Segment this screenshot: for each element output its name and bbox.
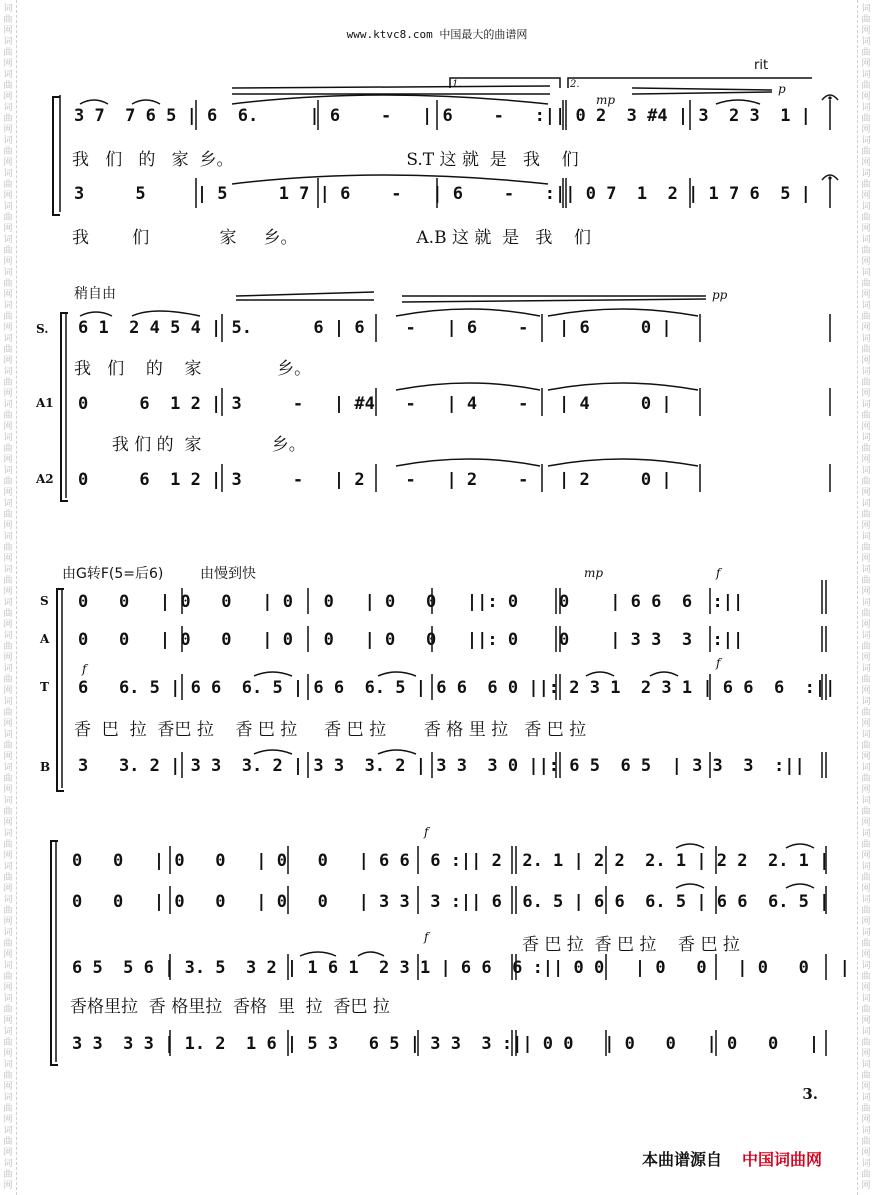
watermark-glyph: 词 bbox=[3, 169, 13, 179]
watermark-glyph: 曲 bbox=[3, 444, 13, 454]
page-number: 3. bbox=[802, 1085, 818, 1103]
watermark-glyph: 词 bbox=[3, 235, 13, 245]
watermark-glyph: 网 bbox=[3, 158, 13, 168]
system4-a-notes: 0 0 | 0 0 | 0 0 | 3 3 3 :|| 6 6. 5 | 6 6 6. 5 | 6 6 6. 5 | bbox=[72, 892, 830, 912]
watermark-glyph: 网 bbox=[3, 59, 13, 69]
watermark-glyph: 词 bbox=[861, 400, 871, 410]
watermark-glyph: 词 bbox=[3, 532, 13, 542]
watermark-glyph: 词 bbox=[861, 4, 871, 14]
watermark-glyph: 曲 bbox=[3, 1005, 13, 1015]
watermark-glyph: 曲 bbox=[861, 1005, 871, 1015]
system3-s-notes: 0 0 | 0 0 | 0 0 | 0 0 ||: 0 0 | 6 6 6 :|| bbox=[78, 592, 744, 612]
watermark-glyph: 网 bbox=[861, 1181, 871, 1191]
watermark-glyph: 网 bbox=[861, 884, 871, 894]
system2-a1-notes: 0 6 1 2 | 3 - | #4 - | 4 - | 4 0 | bbox=[78, 394, 672, 414]
watermark-glyph: 词 bbox=[861, 928, 871, 938]
watermark-glyph: 网 bbox=[861, 1148, 871, 1158]
watermark-glyph: 词 bbox=[861, 367, 871, 377]
watermark-glyph: 词 bbox=[861, 103, 871, 113]
watermark-glyph: 曲 bbox=[861, 1137, 871, 1147]
watermark-glyph: 曲 bbox=[861, 246, 871, 256]
watermark-glyph: 词 bbox=[861, 301, 871, 311]
part-label-t3: T bbox=[40, 680, 49, 694]
system1-upper-lyrics: 我 们 的 家 乡。 S.T 这 就 是 我 们 bbox=[72, 150, 579, 170]
watermark-glyph: 曲 bbox=[861, 510, 871, 520]
watermark-glyph: 网 bbox=[3, 818, 13, 828]
watermark-glyph: 网 bbox=[3, 125, 13, 135]
watermark-glyph: 词 bbox=[3, 466, 13, 476]
watermark-glyph: 曲 bbox=[861, 576, 871, 586]
watermark-glyph: 网 bbox=[3, 653, 13, 663]
watermark-glyph: 曲 bbox=[3, 609, 13, 619]
watermark-glyph: 词 bbox=[3, 301, 13, 311]
watermark-glyph: 词 bbox=[3, 1093, 13, 1103]
watermark-glyph: 网 bbox=[3, 1049, 13, 1059]
watermark-glyph: 网 bbox=[861, 917, 871, 927]
watermark-glyph: 词 bbox=[861, 829, 871, 839]
watermark-glyph: 曲 bbox=[861, 873, 871, 883]
watermark-glyph: 词 bbox=[861, 1126, 871, 1136]
watermark-glyph: 曲 bbox=[861, 180, 871, 190]
watermark-glyph: 曲 bbox=[861, 114, 871, 124]
watermark-glyph: 网 bbox=[861, 323, 871, 333]
watermark-glyph: 词 bbox=[3, 829, 13, 839]
watermark-glyph: 曲 bbox=[3, 741, 13, 751]
watermark-glyph: 词 bbox=[861, 697, 871, 707]
watermark-glyph: 网 bbox=[861, 224, 871, 234]
watermark-glyph: 网 bbox=[3, 356, 13, 366]
watermark-glyph: 词 bbox=[3, 895, 13, 905]
watermark-glyph: 曲 bbox=[3, 642, 13, 652]
watermark-glyph: 网 bbox=[3, 389, 13, 399]
watermark-glyph: 曲 bbox=[3, 873, 13, 883]
key-change: 由G转F(5=后6) bbox=[62, 566, 164, 582]
p-mark: p bbox=[778, 82, 786, 96]
watermark-glyph: 词 bbox=[861, 631, 871, 641]
system3-tempo: 由慢到快 bbox=[200, 566, 256, 582]
system4-brace bbox=[50, 840, 58, 1066]
watermark-glyph: 网 bbox=[3, 290, 13, 300]
watermark-glyph: 网 bbox=[861, 587, 871, 597]
watermark-glyph: 曲 bbox=[861, 1071, 871, 1081]
watermark-glyph: 词 bbox=[3, 1027, 13, 1037]
watermark-glyph: 曲 bbox=[861, 147, 871, 157]
watermark-glyph: 网 bbox=[861, 422, 871, 432]
system2-a2-notes: 0 6 1 2 | 3 - | 2 - | 2 - | 2 0 | bbox=[78, 470, 672, 490]
watermark-glyph: 网 bbox=[861, 356, 871, 366]
watermark-glyph: 网 bbox=[861, 125, 871, 135]
watermark-glyph: 网 bbox=[861, 191, 871, 201]
watermark-glyph: 网 bbox=[861, 785, 871, 795]
watermark-glyph: 曲 bbox=[861, 15, 871, 25]
watermark-glyph: 网 bbox=[861, 1016, 871, 1026]
watermark-glyph: 词 bbox=[3, 136, 13, 146]
watermark-glyph: 网 bbox=[3, 1115, 13, 1125]
system3-f-mark-2: f bbox=[82, 662, 87, 676]
watermark-glyph: 词 bbox=[861, 1093, 871, 1103]
watermark-glyph: 词 bbox=[3, 961, 13, 971]
mp-mark: mp bbox=[596, 93, 616, 107]
watermark-glyph: 网 bbox=[861, 1082, 871, 1092]
watermark-glyph: 曲 bbox=[861, 312, 871, 322]
watermark-glyph: 网 bbox=[3, 26, 13, 36]
watermark-glyph: 词 bbox=[861, 763, 871, 773]
system3-brace bbox=[56, 588, 64, 792]
system4-s-notes: 0 0 | 0 0 | 0 0 | 6 6 6 :|| 2 2. 1 | 2 2 2. 1 | 2 2 2. 1 | bbox=[72, 851, 830, 871]
watermark-glyph: 网 bbox=[3, 719, 13, 729]
watermark-glyph: 网 bbox=[3, 92, 13, 102]
watermark-glyph: 曲 bbox=[861, 279, 871, 289]
watermark-glyph: 词 bbox=[3, 499, 13, 509]
watermark-glyph: 网 bbox=[861, 92, 871, 102]
watermark-glyph: 词 bbox=[861, 565, 871, 575]
watermark-glyph: 网 bbox=[861, 620, 871, 630]
watermark-glyph: 曲 bbox=[3, 543, 13, 553]
watermark-glyph: 词 bbox=[3, 70, 13, 80]
watermark-glyph: 曲 bbox=[3, 1104, 13, 1114]
watermark-glyph: 网 bbox=[3, 488, 13, 498]
watermark-glyph: 曲 bbox=[3, 1038, 13, 1048]
watermark-glyph: 曲 bbox=[861, 1104, 871, 1114]
watermark-glyph: 曲 bbox=[3, 840, 13, 850]
watermark-glyph: 曲 bbox=[3, 510, 13, 520]
watermark-glyph: 曲 bbox=[861, 774, 871, 784]
volta-2-label: 2. bbox=[570, 79, 580, 90]
watermark-glyph: 网 bbox=[3, 257, 13, 267]
watermark-glyph: 词 bbox=[861, 895, 871, 905]
watermark-glyph: 词 bbox=[861, 334, 871, 344]
system4-upper-lyrics: 香 巴 拉 香 巴 拉 香 巴 拉 bbox=[522, 935, 740, 955]
watermark-glyph: 网 bbox=[861, 455, 871, 465]
system3-a-notes: 0 0 | 0 0 | 0 0 | 0 0 ||: 0 0 | 3 3 3 :|| bbox=[78, 630, 744, 650]
watermark-glyph: 网 bbox=[861, 1115, 871, 1125]
watermark-glyph: 词 bbox=[3, 598, 13, 608]
watermark-glyph: 网 bbox=[861, 653, 871, 663]
watermark-glyph: 曲 bbox=[3, 1170, 13, 1180]
watermark-glyph: 词 bbox=[861, 433, 871, 443]
watermark-glyph: 网 bbox=[861, 686, 871, 696]
watermark-glyph: 网 bbox=[3, 785, 13, 795]
system1-upper-notes: 3 7 7 6 5 | 6 6. | 6 - | 6 - :|| 0 2 3 #4 | 3 2 3 1 | bbox=[74, 106, 811, 126]
watermark-glyph: 词 bbox=[3, 862, 13, 872]
watermark-glyph: 网 bbox=[3, 851, 13, 861]
system1-lower-notes: 3 5 | 5 1 7 | 6 - | 6 - :|| 0 7 1 2 | 1 7 6 5 | bbox=[74, 184, 811, 204]
watermark-glyph: 曲 bbox=[3, 807, 13, 817]
rit-mark: rit bbox=[754, 58, 769, 73]
watermark-glyph: 曲 bbox=[3, 312, 13, 322]
system2-a1-lyrics: 我 们 的 家 乡。 bbox=[74, 435, 306, 455]
watermark-glyph: 词 bbox=[861, 70, 871, 80]
part-label-a3: A bbox=[40, 632, 50, 646]
watermark-glyph: 曲 bbox=[861, 708, 871, 718]
watermark-glyph: 曲 bbox=[3, 939, 13, 949]
watermark-glyph: 词 bbox=[3, 763, 13, 773]
watermark-glyph: 曲 bbox=[3, 15, 13, 25]
watermark-glyph: 曲 bbox=[861, 840, 871, 850]
watermark-glyph: 网 bbox=[3, 1148, 13, 1158]
watermark-glyph: 词 bbox=[3, 400, 13, 410]
watermark-glyph: 网 bbox=[3, 422, 13, 432]
watermark-glyph: 词 bbox=[861, 499, 871, 509]
part-label-a2: A2 bbox=[36, 472, 54, 486]
watermark-glyph: 曲 bbox=[861, 1170, 871, 1180]
system4-f-mark-2: f bbox=[424, 930, 429, 944]
watermark-glyph: 词 bbox=[3, 1126, 13, 1136]
system3-f-mark-3: f bbox=[716, 656, 721, 670]
watermark-glyph: 词 bbox=[3, 433, 13, 443]
watermark-glyph: 词 bbox=[3, 565, 13, 575]
watermark-glyph: 词 bbox=[3, 334, 13, 344]
watermark-glyph: 曲 bbox=[861, 543, 871, 553]
watermark-glyph: 词 bbox=[3, 37, 13, 47]
watermark-glyph: 网 bbox=[861, 851, 871, 861]
system4-t-notes: 6 5 5 6 | 3. 5 3 2 | 1 6 1 2 3 1 | 6 6 6 :|| 0 0 | 0 0 | 0 0 | bbox=[72, 958, 850, 978]
watermark-glyph: 曲 bbox=[861, 906, 871, 916]
watermark-glyph: 词 bbox=[3, 664, 13, 674]
part-label-a1: A1 bbox=[36, 396, 54, 410]
watermark-glyph: 词 bbox=[3, 928, 13, 938]
part-label-b3: B bbox=[40, 760, 51, 774]
watermark-glyph: 曲 bbox=[861, 939, 871, 949]
watermark-glyph: 网 bbox=[3, 521, 13, 531]
watermark-glyph: 网 bbox=[861, 950, 871, 960]
watermark-glyph: 词 bbox=[3, 631, 13, 641]
watermark-glyph: 词 bbox=[861, 730, 871, 740]
watermark-glyph: 词 bbox=[861, 532, 871, 542]
watermark-glyph: 曲 bbox=[3, 114, 13, 124]
watermark-glyph: 曲 bbox=[3, 378, 13, 388]
watermark-glyph: 网 bbox=[861, 983, 871, 993]
watermark-glyph: 网 bbox=[3, 224, 13, 234]
system4-b-notes: 3 3 3 3 | 1. 2 1 6 | 5 3 6 5 | 3 3 3 :|| 0 0 | 0 0 | 0 0 | bbox=[72, 1034, 820, 1054]
watermark-glyph: 曲 bbox=[3, 279, 13, 289]
system2-tempo: 稍自由 bbox=[74, 286, 116, 302]
watermark-glyph: 曲 bbox=[861, 444, 871, 454]
watermark-glyph: 词 bbox=[861, 169, 871, 179]
watermark-glyph: 词 bbox=[3, 202, 13, 212]
watermark-glyph: 曲 bbox=[861, 609, 871, 619]
watermark-glyph: 网 bbox=[3, 884, 13, 894]
watermark-glyph: 词 bbox=[861, 202, 871, 212]
watermark-glyph: 词 bbox=[861, 1027, 871, 1037]
watermark-glyph: 词 bbox=[861, 235, 871, 245]
part-label-s: S. bbox=[36, 322, 49, 336]
watermark-glyph: 曲 bbox=[3, 180, 13, 190]
volta-1-label: 1. bbox=[452, 79, 462, 90]
watermark-glyph: 网 bbox=[3, 917, 13, 927]
system2-brace bbox=[60, 312, 68, 502]
watermark-glyph: 网 bbox=[3, 620, 13, 630]
system3-t-notes: 6 6. 5 | 6 6 6. 5 | 6 6 6. 5 | 6 6 6 0 ||: 2 3 1 2 3 1 | 6 6 6 :|| bbox=[78, 678, 836, 698]
watermark-glyph: 曲 bbox=[3, 411, 13, 421]
system4-t-lyrics: 香格里拉 香 格里拉 香格 里 拉 香巴 拉 bbox=[70, 997, 390, 1017]
system4-f-mark-1: f bbox=[424, 825, 429, 839]
watermark-glyph: 曲 bbox=[3, 48, 13, 58]
watermark-glyph: 曲 bbox=[3, 774, 13, 784]
watermark-glyph: 词 bbox=[861, 598, 871, 608]
watermark-glyph: 曲 bbox=[861, 741, 871, 751]
watermark-glyph: 曲 bbox=[3, 906, 13, 916]
watermark-glyph: 网 bbox=[861, 719, 871, 729]
watermark-glyph: 曲 bbox=[861, 1038, 871, 1048]
watermark-glyph: 词 bbox=[861, 1159, 871, 1169]
system1-lower-lyrics: 我 们 家 乡。 A.B 这 就 是 我 们 bbox=[72, 228, 591, 248]
watermark-glyph: 词 bbox=[861, 37, 871, 47]
system3-mp-mark: mp bbox=[584, 566, 604, 580]
watermark-glyph: 网 bbox=[861, 257, 871, 267]
watermark-glyph: 曲 bbox=[3, 1137, 13, 1147]
watermark-glyph: 网 bbox=[861, 488, 871, 498]
watermark-glyph: 词 bbox=[3, 1060, 13, 1070]
watermark-glyph: 网 bbox=[3, 752, 13, 762]
watermark-glyph: 词 bbox=[3, 994, 13, 1004]
watermark-glyph: 曲 bbox=[861, 345, 871, 355]
watermark-glyph: 曲 bbox=[3, 675, 13, 685]
watermark-glyph: 曲 bbox=[861, 642, 871, 652]
watermark-glyph: 曲 bbox=[3, 1071, 13, 1081]
watermark-glyph: 词 bbox=[861, 268, 871, 278]
watermark-glyph: 词 bbox=[3, 730, 13, 740]
watermark-glyph: 曲 bbox=[3, 81, 13, 91]
watermark-glyph: 网 bbox=[861, 389, 871, 399]
watermark-glyph: 网 bbox=[861, 1049, 871, 1059]
site-header: www.ktvc8.com 中国最大的曲谱网 bbox=[346, 28, 528, 41]
watermark-glyph: 网 bbox=[861, 521, 871, 531]
watermark-glyph: 曲 bbox=[861, 972, 871, 982]
watermark-glyph: 词 bbox=[3, 697, 13, 707]
watermark-glyph: 网 bbox=[3, 1016, 13, 1026]
watermark-glyph: 曲 bbox=[3, 576, 13, 586]
watermark-glyph: 词 bbox=[861, 961, 871, 971]
watermark-glyph: 词 bbox=[861, 862, 871, 872]
system2-s-notes: 6 1 2 4 5 4 | 5. 6 | 6 - | 6 - | 6 0 | bbox=[78, 318, 672, 338]
source-site-link[interactable]: 中国词曲网 bbox=[742, 1150, 823, 1169]
system3-t-lyrics: 香 巴 拉 香巴 拉 香 巴 拉 香 巴 拉 香 格 里 拉 香 巴 拉 bbox=[74, 720, 587, 740]
watermark-glyph: 网 bbox=[3, 686, 13, 696]
watermark-glyph: 词 bbox=[861, 136, 871, 146]
watermark-glyph: 曲 bbox=[3, 972, 13, 982]
watermark-glyph: 网 bbox=[3, 554, 13, 564]
watermark-glyph: 词 bbox=[861, 664, 871, 674]
system3-b-notes: 3 3. 2 | 3 3 3. 2 | 3 3 3. 2 | 3 3 3 0 ||: 6 5 6 5 | 3 3 3 :|| bbox=[78, 756, 805, 776]
watermark-glyph: 网 bbox=[3, 323, 13, 333]
watermark-glyph: 曲 bbox=[861, 81, 871, 91]
watermark-glyph: 网 bbox=[861, 290, 871, 300]
watermark-glyph: 曲 bbox=[3, 477, 13, 487]
watermark-glyph: 词 bbox=[861, 1060, 871, 1070]
watermark-glyph: 网 bbox=[3, 455, 13, 465]
watermark-glyph: 曲 bbox=[861, 675, 871, 685]
watermark-glyph: 网 bbox=[861, 818, 871, 828]
watermark-glyph: 曲 bbox=[861, 378, 871, 388]
watermark-glyph: 曲 bbox=[861, 48, 871, 58]
watermark-glyph: 网 bbox=[861, 554, 871, 564]
watermark-glyph: 词 bbox=[861, 796, 871, 806]
system1-brace bbox=[52, 96, 60, 216]
watermark-glyph: 网 bbox=[861, 752, 871, 762]
watermark-glyph: 网 bbox=[3, 1181, 13, 1191]
pp-mark: pp bbox=[712, 288, 728, 302]
watermark-glyph: 网 bbox=[3, 191, 13, 201]
part-label-s3: S bbox=[40, 594, 49, 608]
watermark-glyph: 词 bbox=[3, 1159, 13, 1169]
watermark-glyph: 曲 bbox=[861, 213, 871, 223]
watermark-glyph: 曲 bbox=[3, 708, 13, 718]
watermark-glyph: 网 bbox=[3, 587, 13, 597]
watermark-glyph: 网 bbox=[861, 59, 871, 69]
source-label: 本曲谱源自 bbox=[642, 1150, 723, 1169]
system2-s-lyrics: 我 们 的 家 乡。 bbox=[74, 359, 312, 379]
system3-f-mark-1: f bbox=[716, 566, 721, 580]
source-footer bbox=[642, 1147, 822, 1170]
watermark-glyph: 词 bbox=[3, 796, 13, 806]
watermark-glyph: 曲 bbox=[3, 246, 13, 256]
watermark-glyph: 曲 bbox=[3, 147, 13, 157]
watermark-glyph: 曲 bbox=[3, 213, 13, 223]
watermark-glyph: 网 bbox=[3, 983, 13, 993]
watermark-glyph: 词 bbox=[3, 367, 13, 377]
watermark-glyph: 词 bbox=[861, 994, 871, 1004]
watermark-glyph: 曲 bbox=[861, 477, 871, 487]
watermark-glyph: 网 bbox=[3, 950, 13, 960]
watermark-glyph: 词 bbox=[3, 103, 13, 113]
watermark-glyph: 词 bbox=[3, 268, 13, 278]
watermark-glyph: 曲 bbox=[861, 411, 871, 421]
watermark-glyph: 曲 bbox=[861, 807, 871, 817]
watermark-glyph: 网 bbox=[861, 26, 871, 36]
watermark-glyph: 网 bbox=[3, 1082, 13, 1092]
watermark-glyph: 网 bbox=[861, 158, 871, 168]
watermark-glyph: 曲 bbox=[3, 345, 13, 355]
watermark-glyph: 词 bbox=[3, 4, 13, 14]
watermark-glyph: 词 bbox=[861, 466, 871, 476]
